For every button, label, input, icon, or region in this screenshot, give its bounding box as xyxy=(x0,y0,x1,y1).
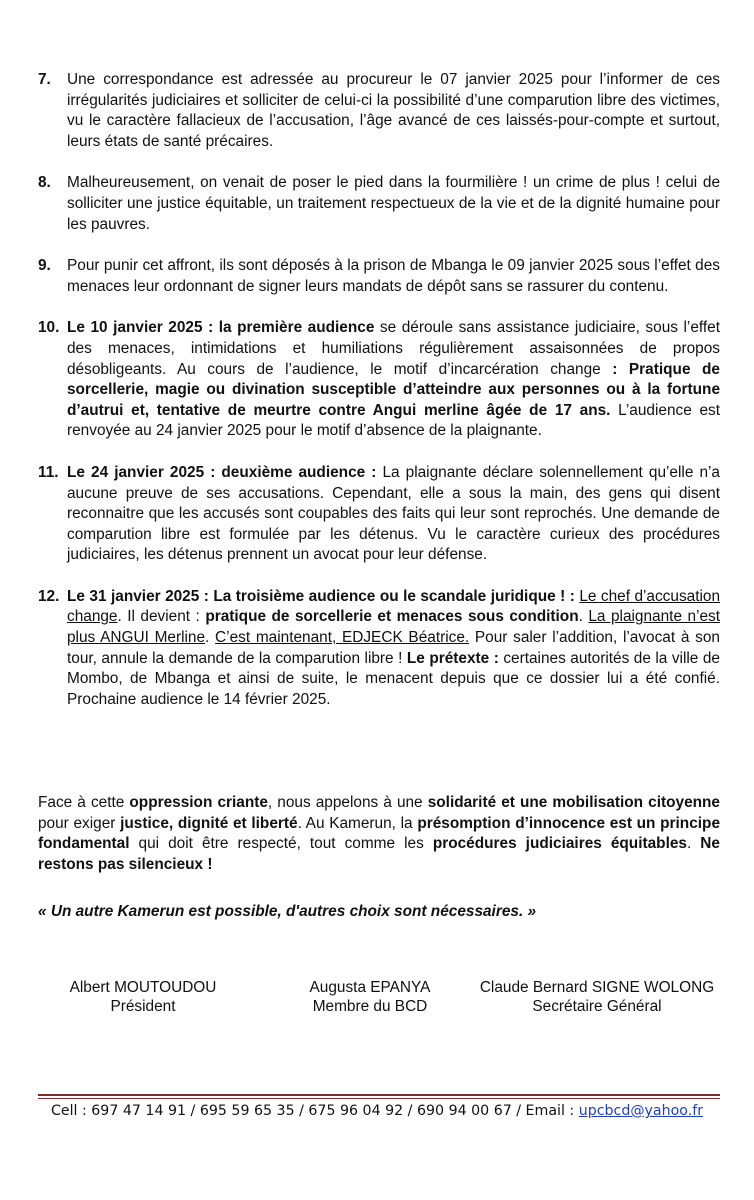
signatory-role: Secrétaire Général xyxy=(532,998,662,1015)
text-run: La plaignante déclare solennellement qu’elle n’a aucune preuve de ses accusations. Cependant, elle a sous la main, des gens qui disent reconnaitre que les accusés sont coupables des faits qui leur sont reprochés. Une demande de comparution libre est formulée par les détenus. Vu le caractère curieux des procédures judiciaires, les détenus prennent un avocat pour leur défense. xyxy=(67,463,720,564)
bold-text: oppression criante xyxy=(129,794,268,811)
underlined-text: La plaignante n’est plus ANGUI Merline xyxy=(67,608,720,647)
item-text xyxy=(67,463,720,566)
signatory-member xyxy=(290,978,450,1016)
closing-paragraph xyxy=(38,793,720,875)
item-number: 11. xyxy=(38,463,59,481)
text-run: . xyxy=(578,608,589,626)
text-run: Malheureusement, on venait de poser le pied dans la fourmilière ! un crime de plus ! celui de solliciter une justice équitable, un traitement respectueux de la vie et de la dignité humaine pour les pauvres. xyxy=(67,174,720,233)
bold-text: procédures judiciaires équitables xyxy=(432,835,687,853)
text-run: Face à cette xyxy=(38,794,130,811)
bold-text: solidarité et une mobilisation citoyenne xyxy=(427,794,720,811)
text-run: se déroule sans assistance judiciaire, sous l’effet des menaces, intimidations et humiliations régulièrement assaisonnées de propos désobligeants. Au cours de l’audience, le motif d’incarcération change xyxy=(67,319,720,378)
text-run: Pour saler l’addition, l’avocat à son tour, annule la demande de la comparution libre ! xyxy=(67,629,720,667)
list-item xyxy=(38,463,720,566)
footer-divider xyxy=(38,1094,720,1096)
item-number: 10. xyxy=(38,319,60,337)
email-link[interactable]: upcbcd@yahoo.fr xyxy=(578,1103,704,1119)
list-item xyxy=(38,256,720,297)
item-number: 8. xyxy=(38,174,51,192)
numbered-list xyxy=(38,70,720,731)
bold-text: Le prétexte : xyxy=(406,649,499,667)
text-run: . Au Kamerun, la xyxy=(297,814,418,832)
bold-text: pratique de sorcellerie et menaces sous condition xyxy=(205,608,579,626)
text-run: . Il devient : xyxy=(117,608,206,626)
item-text xyxy=(67,587,720,711)
contact-numbers: Cell : 697 47 14 91 / 695 59 65 35 / 675 96 04 92 / 690 94 00 67 / Email : xyxy=(50,1103,579,1119)
underlined-text: Le chef d’accusation change xyxy=(67,587,721,626)
item-text xyxy=(67,318,720,442)
motto: « Un autre Kamerun est possible, d'autres choix sont nécessaires. » xyxy=(38,903,537,920)
footer-divider-thin xyxy=(38,1098,720,1099)
signatory-secretary xyxy=(462,978,732,1016)
text-run: certaines autorités de la ville de Mombo, de Mbanga et ainsi de suite, le menacent depuis que ce dossier lui a été confié. Prochaine audience le 14 février 2025. xyxy=(67,649,720,708)
bold-text: Le 10 janvier 2025 : la première audience xyxy=(67,319,375,337)
item-number: 9. xyxy=(38,257,51,275)
item-number: 7. xyxy=(38,71,51,88)
item-text xyxy=(67,70,720,152)
text-run: , nous appelons à une xyxy=(267,794,428,811)
underlined-text: C’est maintenant, EDJECK Béatrice. xyxy=(215,629,470,647)
text-run: . xyxy=(686,835,701,853)
signatory-role: Membre du BCD xyxy=(312,998,428,1015)
item-text xyxy=(67,173,720,235)
list-item xyxy=(38,70,720,152)
text-run: . xyxy=(205,629,216,647)
text-run: Une correspondance est adressée au procureur le 07 janvier 2025 pour l’informer de ces irrégularités judiciaires et solliciter de celui-ci la possibilité d’une comparution libre des victimes, vu le caractère fallacieux de l’accusation, l’âge avancé de ces laissés-pour-compte et surtout, leurs états de santé précaires. xyxy=(67,71,720,150)
signatory-name: Albert MOUTOUDOU xyxy=(69,979,217,996)
item-text xyxy=(67,256,720,297)
bold-text: Ne restons pas silencieux ! xyxy=(38,835,720,873)
list-item xyxy=(38,173,720,235)
text-run: Pour punir cet affront, ils sont déposés à la prison de Mbanga le 09 janvier 2025 sous l’effet des menaces leur ordonnant de signer leurs mandats de dépôt sans se rassurer du contenu. xyxy=(67,257,720,295)
signatory-president xyxy=(58,978,228,1016)
bold-text: Le 31 janvier 2025 : La troisième audience ou le scandale juridique ! : xyxy=(67,587,575,605)
signatory-role: Président xyxy=(110,998,176,1015)
text-run: qui doit être respecté, tout comme les xyxy=(129,835,433,853)
bold-text: Le 24 janvier 2025 : deuxième audience : xyxy=(67,463,377,481)
bold-text: : Pratique de sorcellerie, magie ou divination susceptible d’atteindre aux personnes ou à la fortune d’autrui et, tentative de meurtre contre Angui merline âgée de 17 ans. xyxy=(67,360,720,419)
bold-text: présomption d’innocence est un principe fondamental xyxy=(38,814,721,853)
list-item xyxy=(38,587,720,711)
text-run: pour exiger xyxy=(38,814,121,832)
item-number: 12. xyxy=(38,587,60,605)
signatory-name: Augusta EPANYA xyxy=(309,979,431,996)
list-item xyxy=(38,318,720,442)
signatory-name: Claude Bernard SIGNE WOLONG xyxy=(479,979,715,996)
text-run: L’audience est renvoyée au 24 janvier 2025 pour le motif d’absence de la plaignante. xyxy=(67,401,721,440)
bold-text: justice, dignité et liberté xyxy=(120,814,298,832)
footer-contacts xyxy=(0,1103,754,1119)
